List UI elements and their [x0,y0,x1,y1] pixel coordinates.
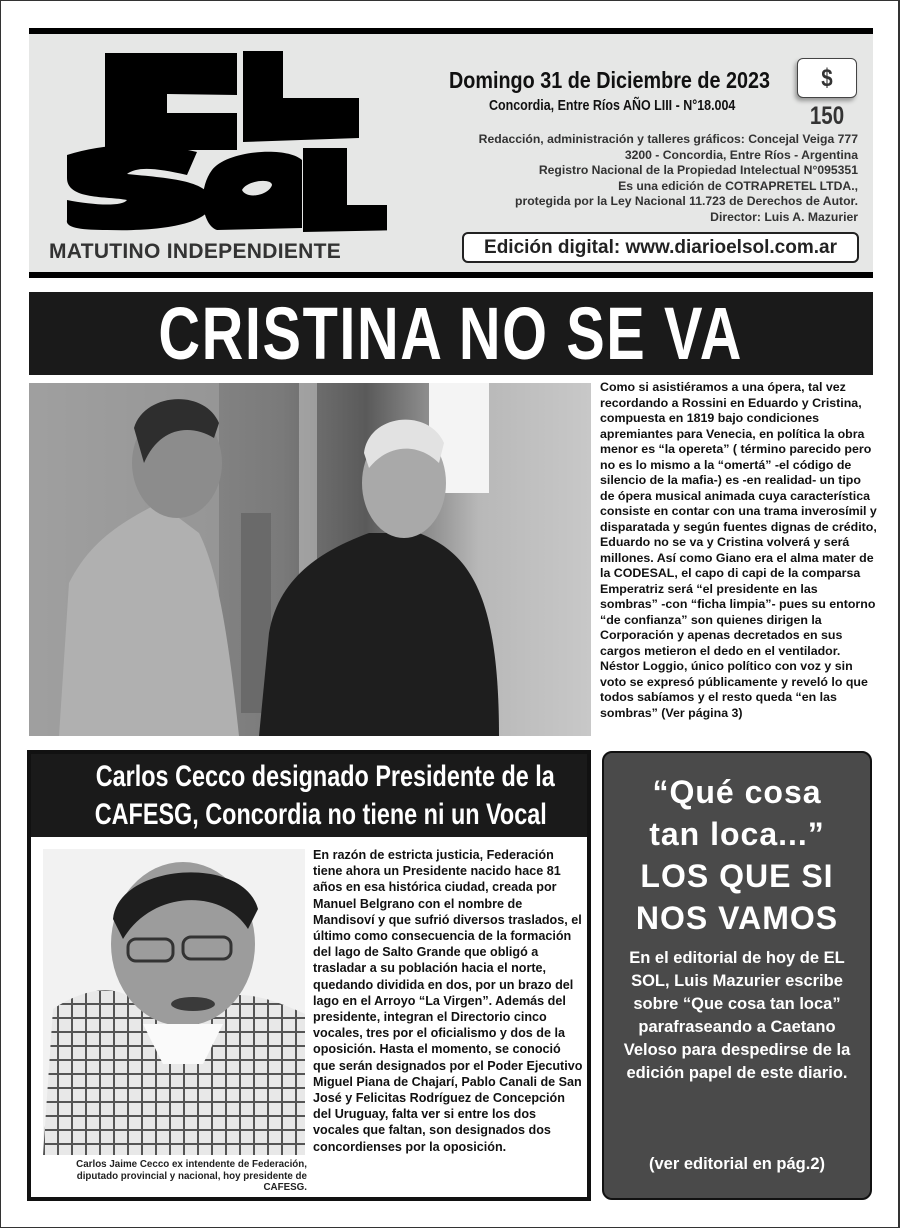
main-story-photo[interactable] [29,383,591,736]
publisher-credits [479,132,858,226]
editorial-title-line: NOS VAMOS [635,900,839,936]
digital-edition-link[interactable]: Edición digital: www.diarioelsol.com.ar [462,232,859,263]
tagline: MATUTINO INDEPENDIENTE [49,240,342,263]
editorial-summary: En el editorial de hoy de EL SOL, Luis Mazurier escribe sobre “Que cosa tan loca” parafraseando a Caetano Veloso para despedirse de la edición papel de este diario. [623,949,851,1082]
el-sol-logo [47,50,387,235]
editorial-title [604,771,870,939]
credit-line: Redacción, administración y talleres gráficos: Concejal Veiga 777 [478,132,858,146]
photo-caption: Carlos Jaime Cecco ex intendente de Federación, diputado provincial y nacional, hoy presidente de CAFESG. [76,1159,307,1193]
credit-line: Registro Nacional de la Propiedad Intelectual N°095351 [538,163,858,178]
issue-date: Domingo 31 de Diciembre de 2023 [449,67,770,93]
issue-location-number: Concordia, Entre Ríos AÑO LIII - N°18.004 [489,98,736,114]
main-headline-text: CRISTINA NO SE VA [158,292,744,375]
main-headline[interactable] [29,292,873,375]
credit-line: Director: Luis A. Mazurier [710,209,858,224]
price-badge [797,58,857,130]
second-headline[interactable] [31,758,587,834]
el-sol-logotype-icon [47,50,387,235]
credit-line: 3200 - Concordia, Entre Ríos - Argentina [624,147,858,162]
photo-two-men-icon [29,383,591,736]
editorial-page-reference[interactable]: (ver editorial en pág.2) [648,1155,826,1173]
main-headline-bar [29,292,873,375]
second-headline-line: CAFESG, Concordia no tiene ni un Vocal [94,798,547,831]
cecco-portrait-photo[interactable] [43,849,305,1155]
editorial-title-line: “Qué cosa [652,774,822,810]
second-story-box [27,750,591,1201]
second-headline-bar [31,754,587,837]
second-headline-line: Carlos Cecco designado Presidente de la [95,760,555,793]
editorial-title-line: tan loca...” [649,816,825,852]
portrait-man-glasses-icon [43,849,305,1155]
editorial-title-line: LOS QUE SI [640,858,834,894]
second-story-body: En razón de estricta justicia, Federación tiene ahora un Presidente nacido hace 81 años en esa histórica ciudad, creada por Manuel Belgrano con el nombre de Mandisoví y que sufrió diversos traslados, el último como consecuencia de la formación del lago de Salto Grande que obligó a trasladar a su población hacia el norte, quedando dividida en dos, por un brazo del lago en el Arroyo “La Virgen”. Además del presidente, integran el Directorio cinco vocales, tres por el oficialismo y dos de la oposición. Hasta el momento, se conoció que serán designados por el Poder Ejecutivo Miguel Piana de Chajarí, Pablo Canali de San José y Felicitas Rodríguez de Concepción del Uruguay, falta ver si entre los dos vocales que faltan, son designados dos concordienses por la oposición. [313,848,583,1154]
credit-line: Es una edición de COTRAPRETEL LTDA., [618,178,858,193]
masthead [29,28,873,278]
main-story-body: Como si asistiéramos a una ópera, tal vez recordando a Rossini en Eduardo y Cristina, compuesta en 1819 bajo condiciones apremiantes para Venecia, en política la obra menor es “la opereta” ( término parecido pero no es lo mismo a la “omertá” -el código de silencio de la mafia-) es -en realidad- un tipo de ópera musical animada cuya característica consiste en contar con una trama inverosímil y disparatada y según fuentes dignas de crédito, Eduardo no se va y Cristina volverá y será millones. Así como Giano era el alma mater de la CODESAL, el capo di capi de la comparsa Emperatriz será “el presidente en las sombras” -con “ficha limpia”- pues su entorno “de confianza” son quienes dirigen la Corporación y apenas decretados en sus cargos metieron el dedo en el ventilador. Néstor Loggio, único político con voz y sin voto se expresó públicamente y reveló lo que todos sabíamos y el resto queda “en las sombras” (Ver página 3) [600,380,877,720]
editorial-teaser-box[interactable] [602,751,872,1200]
price-value: $ 150 [809,64,845,130]
credit-line: protegida por la Ley Nacional 11.723 de Derechos de Autor. [515,194,858,209]
